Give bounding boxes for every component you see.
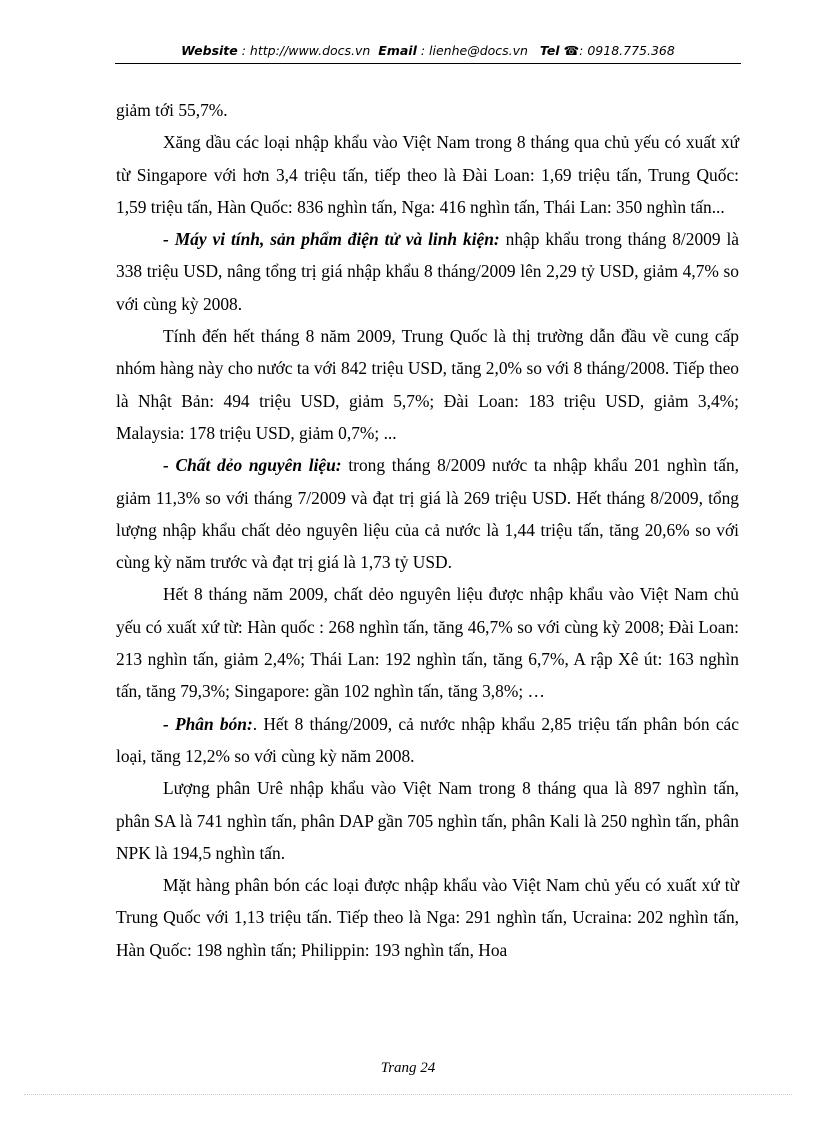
- section-label: - Phân bón:: [163, 713, 253, 734]
- paragraph: Mặt hàng phân bón các loại được nhập khẩu vào Việt Nam chủ yếu có xuất xứ từ Trung Quốc với 1,13 triệu tấn. Tiếp theo là Nga: 291 nghìn tấn, Ucraina: 202 nghìn tấn, Hàn Quốc: 198 nghìn tấn; Philippin: 193 nghìn tấn, Hoa: [116, 875, 739, 960]
- paragraph: [116, 449, 739, 578]
- document-body: [116, 94, 739, 966]
- paragraph: Lượng phân Urê nhập khẩu vào Việt Nam trong 8 tháng qua là 897 nghìn tấn, phân SA là 741 nghìn tấn, phân DAP gần 705 nghìn tấn, phân Kali là 250 nghìn tấn, phân NPK là 194,5 nghìn tấn.: [116, 778, 739, 863]
- header-divider: [115, 63, 741, 64]
- paragraph: giảm tới 55,7%.: [116, 100, 228, 120]
- page-header: [115, 43, 741, 58]
- tel-value: : 0918.775.368: [579, 43, 675, 58]
- website-label: Website: [181, 43, 238, 58]
- section-label: - Máy vi tính, sản phẩm điện tử và linh kiện:: [163, 229, 500, 250]
- paragraph: Xăng dầu các loại nhập khẩu vào Việt Nam trong 8 tháng qua chủ yếu có xuất xứ từ Singapore với hơn 3,4 triệu tấn, tiếp theo là Đài Loan: 1,69 triệu tấn, Trung Quốc: 1,59 triệu tấn, Hàn Quốc: 836 nghìn tấn, Nga: 416 nghìn tấn, Thái Lan: 350 nghìn tấn...: [116, 132, 739, 217]
- section-label: - Chất dẻo nguyên liệu:: [163, 455, 342, 476]
- website-url[interactable]: : http://www.docs.vn: [241, 43, 371, 58]
- tel-label: Tel: [539, 43, 560, 58]
- page-number: Trang 24: [380, 1060, 436, 1076]
- paragraph-text: . Hết 8 tháng/2009, cả nước nhập khẩu 2,85 triệu tấn phân bón các loại, tăng 12,2% so với cùng kỳ năm 2008.: [116, 713, 739, 766]
- paragraph-text: nhập khẩu trong tháng 8/2009 là 338 triệu USD, nâng tổng trị giá nhập khẩu 8 tháng/2009 lên 2,29 tỷ USD, giảm 4,7% so với cùng kỳ 2008.: [116, 229, 739, 314]
- paragraph: Tính đến hết tháng 8 năm 2009, Trung Quốc là thị trường dẫn đầu về cung cấp nhóm hàng này cho nước ta với 842 triệu USD, tăng 2,0% so với 8 tháng/2008. Tiếp theo là Nhật Bản: 494 triệu USD, giảm 5,7%; Đài Loan: 183 triệu USD, giảm 3,4%; Malaysia: 178 triệu USD, giảm 0,7%; ...: [116, 326, 739, 443]
- paragraph: Hết 8 tháng năm 2009, chất dẻo nguyên liệu được nhập khẩu vào Việt Nam chủ yếu có xuất xứ từ: Hàn quốc : 268 nghìn tấn, tăng 46,7% so với cùng kỳ 2008; Đài Loan: 213 nghìn tấn, giảm 2,4%; Thái Lan: 192 nghìn tấn, tăng 6,7%, A rập Xê út: 163 nghìn tấn, tăng 79,3%; Singapore: gần 102 nghìn tấn, tăng 3,8%; …: [116, 584, 739, 702]
- email-value[interactable]: : lienhe@docs.vn: [420, 43, 528, 58]
- email-label: Email: [378, 43, 417, 58]
- paragraph: [116, 708, 739, 773]
- paragraph-text: trong tháng 8/2009 nước ta nhập khẩu 201 nghìn tấn, giảm 11,3% so với tháng 7/2009 và đạt trị giá là 269 triệu USD. Hết tháng 8/2009, tổng lượng nhập khẩu chất dẻo nguyên liệu của cả nước là 1,44 triệu tấn, tăng 20,6% so với cùng kỳ năm trước và đạt trị giá là 1,73 tỷ USD.: [116, 455, 739, 573]
- paragraph: [116, 223, 739, 320]
- page-bottom-divider: [24, 1094, 792, 1095]
- phone-icon: ☎: [563, 43, 580, 58]
